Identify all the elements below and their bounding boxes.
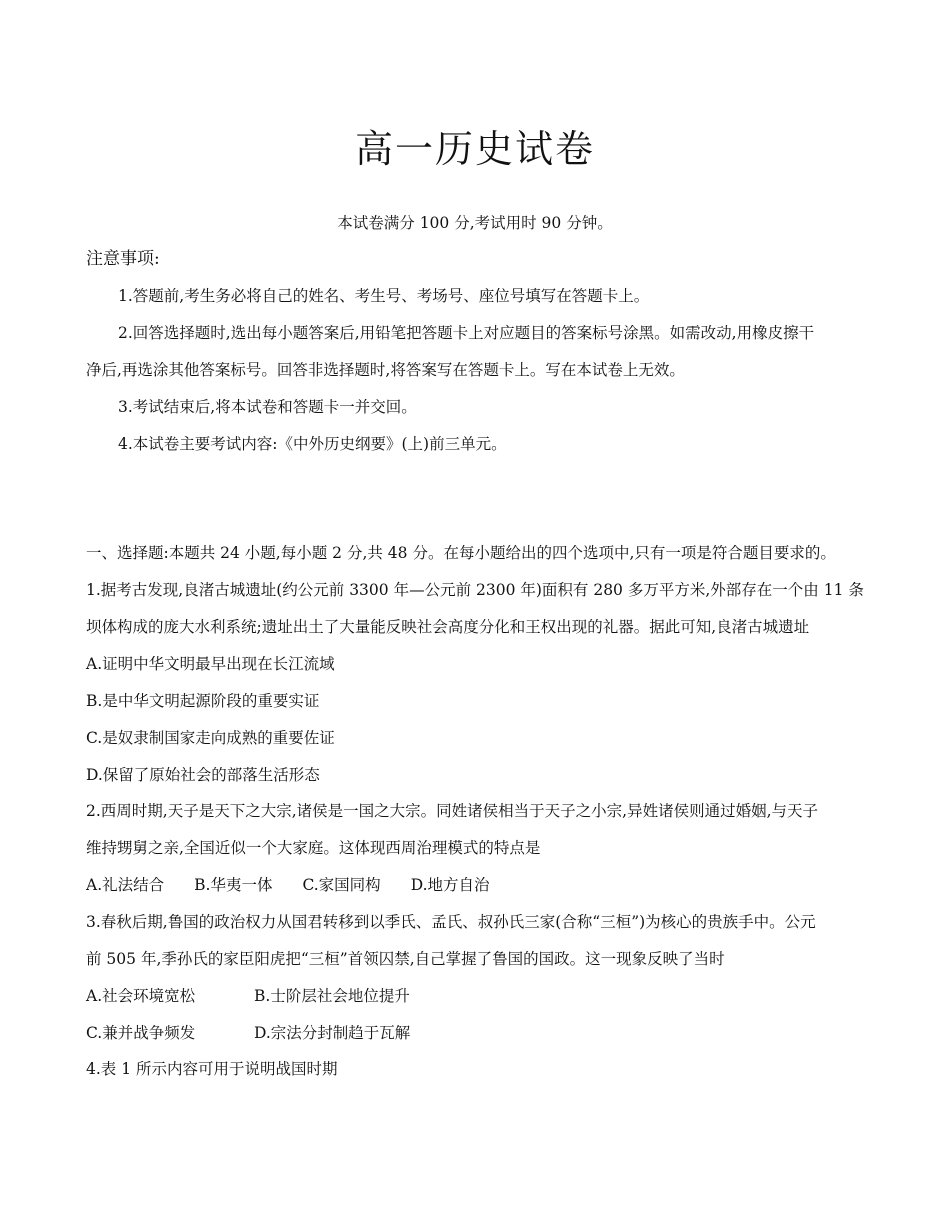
question-3-options-row-1	[86, 985, 410, 1007]
question-4-stem: 4.表 1 所示内容可用于说明战国时期	[86, 1060, 338, 1078]
question-2-options	[86, 874, 490, 896]
notice-item-3: 3.考试结束后,将本试卷和答题卡一并交回。	[118, 398, 417, 416]
question-1-option-d: D.保留了原始社会的部落生活形态	[86, 766, 320, 784]
exam-info: 本试卷满分 100 分,考试用时 90 分钟。	[337, 214, 613, 232]
notice-item-2-cont: 净后,再选涂其他答案标号。回答非选择题时,将答案写在答题卡上。写在本试卷上无效。	[86, 361, 685, 379]
question-1-stem: 1.据考古发现,良渚古城遗址(约公元前 3300 年—公元前 2300 年)面积有 280 多万平方米,外部存在一个由 11 条	[86, 581, 864, 599]
question-3-options-row-2	[86, 1022, 410, 1044]
page-title: 高一历史试卷	[354, 127, 595, 171]
question-3-option-b: B.士阶层社会地位提升	[254, 987, 410, 1005]
question-1-option-c: C.是奴隶制国家走向成熟的重要佐证	[86, 729, 335, 747]
notice-item-2: 2.回答选择题时,选出每小题答案后,用铅笔把答题卡上对应题目的答案标号涂黑。如需改动,用橡皮擦干	[118, 324, 815, 342]
question-2-option-c: C.家国同构	[302, 876, 381, 894]
question-1-option-b: B.是中华文明起源阶段的重要实证	[86, 692, 320, 710]
question-2-option-a: A.礼法结合	[86, 876, 165, 894]
notice-item-4: 4.本试卷主要考试内容:《中外历史纲要》(上)前三单元。	[118, 435, 507, 453]
question-3-option-d: D.宗法分封制趋于瓦解	[254, 1024, 411, 1042]
question-2-option-d: D.地方自治	[410, 876, 490, 894]
question-1-option-a: A.证明中华文明最早出现在长江流域	[86, 655, 335, 673]
question-2-stem: 2.西周时期,天子是天下之大宗,诸侯是一国之大宗。同姓诸侯相当于天子之小宗,异姓诸侯则通过婚姻,与天子	[86, 802, 818, 820]
notice-item-1: 1.答题前,考生务必将自己的姓名、考生号、考场号、座位号填写在答题卡上。	[118, 287, 650, 305]
question-3-option-a: A.社会环境宽松	[86, 987, 196, 1005]
notice-heading: 注意事项:	[86, 249, 160, 269]
question-2-stem-cont: 维持甥舅之亲,全国近似一个大家庭。这体现西周治理模式的特点是	[86, 839, 541, 857]
question-3-stem: 3.春秋后期,鲁国的政治权力从国君转移到以季氏、孟氏、叔孙氏三家(合称“三桓”)为核心的贵族手中。公元	[86, 913, 816, 931]
question-1-stem-cont: 坝体构成的庞大水利系统;遗址出土了大量能反映社会高度分化和王权出现的礼器。据此可知,良渚古城遗址	[86, 618, 810, 636]
question-3-stem-cont: 前 505 年,季孙氏的家臣阳虎把“三桓”首领囚禁,自己掌握了鲁国的国政。这一现象反映了当时	[86, 950, 725, 968]
question-3-option-c: C.兼并战争频发	[86, 1024, 196, 1042]
question-2-option-b: B.华夷一体	[194, 876, 273, 894]
section-heading: 一、选择题:本题共 24 小题,每小题 2 分,共 48 分。在每小题给出的四个选项中,只有一项是符合题目要求的。	[86, 544, 836, 562]
